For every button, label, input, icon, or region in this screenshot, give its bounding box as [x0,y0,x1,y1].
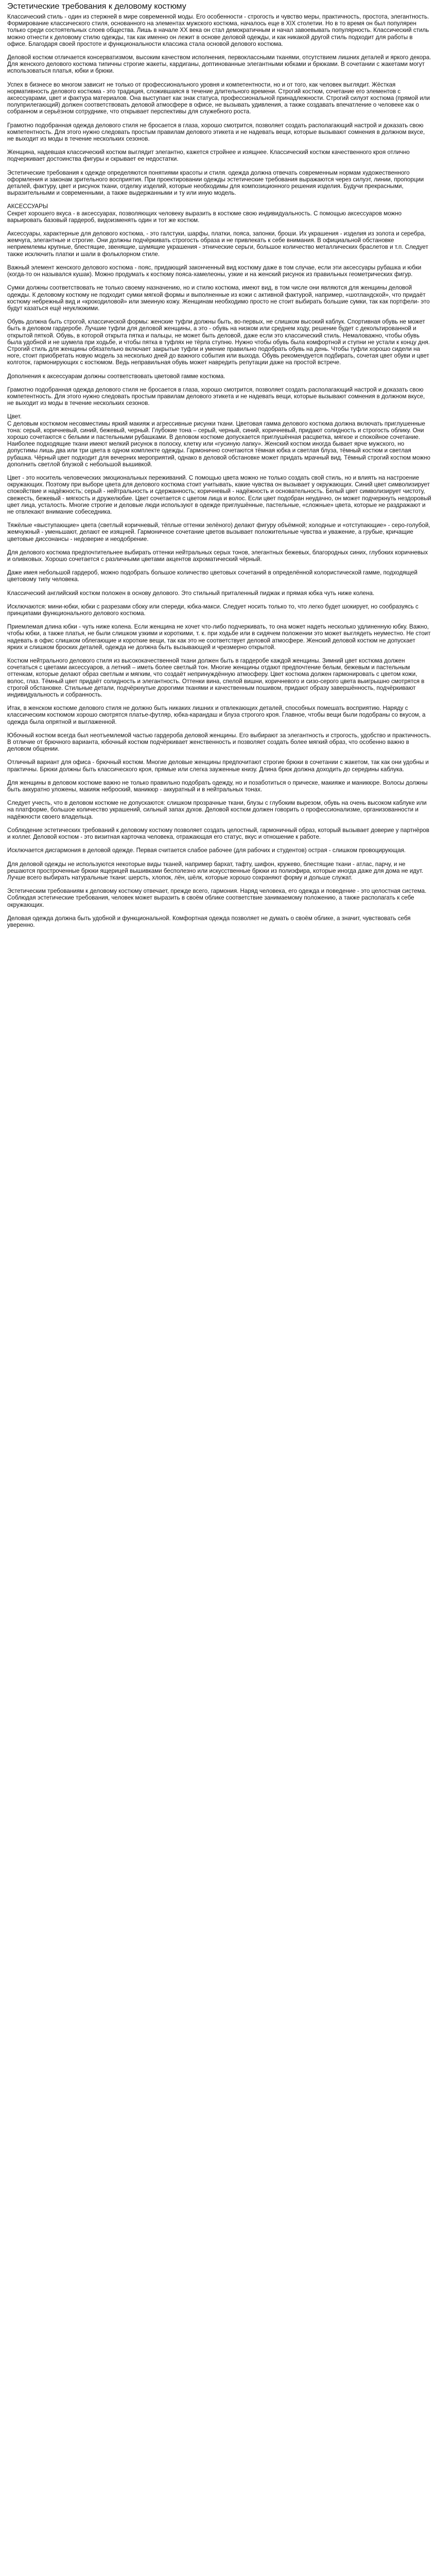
document-page [0,0,436,928]
body-paragraph: Костюм нейтрального делового стиля из высококачественной ткани должен быть в гардеробе каждой женщины. Зимний цвет костюма должен сочетаться с цветами аксессуаров, а летний – иметь более светлый тон. Многие женщины отдают предпочтение белым, бежевым и пастельным оттенкам, которые делают образ светлым и мягким, что создаёт непринуждённую атмосферу. Цвет костюма должен гармонировать с цветом кожи, волос, глаз. Тёмный цвет придаёт солидность и элегантность. Оттенки вина, спелой вишни, коричневого и сизо-серого цвета выигрышно смотрятся в строгой обстановке. Стильные детали, подчёркнутые дорогими тканями и качественным пошивом, придают образу завершённость, подчёркивают индивидуальность и собранность. [7,657,425,699]
body-paragraph: Секрет хорошего вкуса - в аксессуарах, позволяющих человеку выразить в костюме свою индивидуальность. С помощью аксессуаров можно варьировать базовый гардероб, видоизменять один и тот же костюм. [7,210,402,224]
body-paragraph: Эстетическим требованиям к деловому костюму отвечает, прежде всего, гармония. Наряд человека, его одежда и поведение - это целостная система. Соблюдая эстетические требования, человек может выразить в своём облике соответствие занимаемому положению, а также располагать к себе окружающих. [7,888,427,908]
body-paragraph: Грамотно подобранная одежда делового стиля не бросается в глаза, хорошо смотрится, позволяет создать располагающий настрой и доказать свою компетентность. Для этого нужно следовать простым правилам делового этикета и не надевать вещи, которые вызывают сомнения в должном вкусе, не выходит из моды в течение нескольких сезонов. [7,386,425,407]
body-paragraph: Исключаются: мини-юбки, юбки с разрезами сбоку или спереди, юбка-макси. Следует носить только то, что легко будет шокирует, но сообразуясь с принципами функционального делового костюма. [7,603,418,617]
body-paragraph: Аксессуары, характерные для делового костюма, - это галстуки, шарфы, платки, пояса, запонки, броши. Их украшения - изделия из золота и серебра, жемчуга, элегантные и строгие. Они должны подчёркивать строгость образа и не привлекать к себе внимания. В официальной обстановке неприемлемы крупные, блестящие, звенящие, шумящие украшения - этнические серьги, большое количество металлических браслетов и т.п. Следует также исключить платки и шали в фольклорном стиле. [7,230,428,258]
document-body [7,13,432,928]
body-paragraph: Важный элемент женского делового костюма - пояс, придающий законченный вид костюму даже в том случае, если эти аксессуары рубашка и юбки (когда-то он назывался кушак). Можно продумать к костюму пояса-хамелеоны, узкие и на женский рисунок из правильных геометрических фигур. [7,264,422,278]
body-paragraph: Итак, в женском костюме делового стиля не должно быть никаких лишних и отвлекающих деталей, способных помешать восприятию. Наряду с классическим костюмом хорошо смотрятся платье-футляр, юбка-карандаш и блуза строгого кроя. Главное, чтобы вещи были подобраны со вкусом, а одежда была опрятной и выглаженной. [7,705,426,725]
body-paragraph: С деловым костюмом несовместимы яркий макияж и агрессивные рисунки ткани. Цветовая гамма делового костюма должна включать приглушенные тона: серый, коричневый, синий, бежевый, черный. Глубокие тона – серый, черный, синий, коричневый, придают солидность и строгость облику. Они хорошо сочетаются с белыми и пастельными рубашками. В деловом костюме допускается приглушённая расцветка, мягкое и спокойное сочетание. Наиболее подходящие ткани имеют мелкий рисунок в полоску, клетку или «гусиную лапку». Женский костюм иногда бывает ярче мужского, но допустимы лишь два или три цвета в одном комплекте одежды. Гармонично сочетаются тёмная юбка и светлая блуза, тёмный костюм и светлая рубашка. Чёрный цвет подходит для вечерних мероприятий, однако в деловой обстановке может придать мрачный вид. Тёмный строгий костюм можно дополнить светлой блузкой с небольшой вышивкой. [7,420,430,468]
body-paragraph: Дополнения к аксессуарам должны соответствовать цветовой гамме костюма. [7,372,225,380]
body-paragraph: Обувь должна быть строгой, классической формы: женские туфли должны быть, во-первых, не слишком высокий каблук. Спортивная обувь не может быть в деловом гардеробе. Лучшие туфли для деловой женщины, а это - обувь на низком или среднем ходу, решение будет с декольтированной и открытой пяткой. Обувь, в которой открыта пятка и пальцы, не может быть деловой, даже если это классический стиль. Немаловажно, чтобы обувь была удобной и не шумела при ходьбе, и чтобы пятка в туфлях не тёрла ступню. Нужно чтобы обувь была комфортной и ступни не устали к концу дня. Строгий стиль для женщины обязательно включает закрытые туфли и умение правильно подобрать обувь на день. Чтобы туфли хорошо сидели на ноге, стоит приобретать новую модель за несколько дней до важного события или выхода. Обувь рекомендуется подбирать, сочетая цвет обуви и цвет колготок, гармонирующих с костюмом. Ведь неправильная обувь может навредить репутации даже на простой встрече. [7,318,430,366]
body-paragraph: Успех в бизнесе во многом зависит не только от профессионального уровня и компетентности, но и от того, как человек выглядит. Жёсткая нормативность делового костюма - это традиция, сложившаяся в течение длительного времени. Строгий костюм, сочетание его элементов с аксессуарами, цвет и фактура материалов. Она выступает как знак статуса, профессиональной принадлежности. Строгий силуэт костюма (прямой или полуприлегающий) должен соответствовать деловой атмосфере в офисе, не вызывать удивления, а также создавать впечатление о человеке как о собранном и серьёзном сотруднике, что открывает перспективы для служебного роста. [7,81,430,115]
body-paragraph: Цвет - это носитель человеческих эмоциональных переживаний. С помощью цвета можно не только создать свой стиль, но и влиять на настроение окружающих. Поэтому при выборе цвета для делового костюма стоит учитывать, какие чувства он вызывает у окружающих. Синий цвет символизирует спокойствие и надёжность; серый - нейтральность и сдержанность; коричневый - надёжность и основательность. Белый цвет символизирует чистоту, свежесть, бежевый - мягкость и дружелюбие. Цвет сочетается с цветом лица и волос. Если цвет подобран неудачно, он может подчеркнуть нездоровый цвет лица, усталость. Многие строгие и деловые люди используют в одежде приглушённые, пастельные, «сложные» цвета, которые не раздражают и не отвлекают внимание собеседника. [7,474,431,515]
body-paragraph: Приемлемая длина юбки - чуть ниже колена. Если женщина не хочет что-либо подчеркивать, то она может надеть несколько удлиненную юбку. Важно, чтобы юбки, а также платья, не были слишком узкими и короткими, т. к. при ходьбе или в сидячем положении это может выглядеть неуместно. Не стоит надевать в офис слишком облегающие и короткие вещи, так как это не соответствует деловой атмосфере. Женский деловой костюм не допускает ярких и слишком броских деталей, одежда не должна быть вызывающей и чрезмерно открытой. [7,623,431,651]
body-paragraph: Сумки должны соответствовать не только своему назначению, но и стилю костюма, имеют вид, в том числе они являются для женщины деловой одежды. К деловому костюму не подходит сумки мягкой формы и выполненные из кожи с активной фактурой, например, «шотландской», что придаёт костюму небрежный вид и «крокодиловой» или змеиную кожу. Женщинам необходимо просто не стоит выбирать большие сумки, так как портфели- это будут казаться ещё неуклюжими. [7,284,430,312]
body-paragraph: Исключается дисгармония в деловой одежде. Первая считается слабое рабочее (для рабочих и студентов) острая - слишком провоцирующая. [7,847,406,854]
section-heading: Цвет. [7,413,22,420]
body-paragraph: Тяжёлые «выступающие» цвета (светлый коричневый, тёплые оттенки зелёного) делают фигуру объёмной; холодные и «отступающие» - серо-голубой, жемчужный - уменьшают, делают ее изящней. Гармоничное сочетание цветов вызывает положительные чувства и уважение, а грубые, кричащие цветовые диссонансы - недоверие и неодобрение. [7,522,430,543]
body-paragraph: Женщина, надевшая классический костюм выглядит элегантно, кажется стройнее и изящнее. Классический костюм качественного кроя отлично подчеркивает достоинства фигуры и скрывает ее недостатки. [7,149,410,163]
body-paragraph: Для женщины в деловом костюме важно не только правильно подобрать одежду, но и позаботиться о прическе, макияже и маникюре. Волосы должны быть аккуратно уложены, макияж неброский, маникюр - аккуратный и в нейтральных тонах. [7,779,428,793]
body-paragraph: Грамотно подобранная одежда делового стиля не бросается в глаза, хорошо смотрится, позволяет создать располагающий настрой и доказать свою компетентность. Для этого нужно следовать простым правилам делового этикета и не надевать вещи, которые вызывают сомнения в должном вкусе, не выходит из моды в течение нескольких сезонов. [7,122,425,143]
body-paragraph: Соблюдение эстетических требований к деловому костюму позволяет создать целостный, гармоничный образ, который вызывает доверие у партнёров и коллег. Деловой костюм - это визитная карточка человека, отражающая его статус, вкус и отношение к работе. [7,826,429,841]
body-paragraph: Для делового костюма предпочтительнее выбирать оттенки нейтральных серых тонов, элегантных бежевых, благородных синих, глубоких коричневых и оливковых. Хорошо сочетается с различными цветами акцентов ахроматический чёрный. [7,549,428,563]
body-paragraph: Эстетические требования к одежде определяются понятиями красоты и стиля. одежда должна отвечать современным нормам художественного оформления и законам зрительного восприятия. При проектировании одежды эстетические требования выражаются через силуэт, линии, пропорции деталей, фактуру, цвет и рисунок ткани, отделку изделий, которые необходимы для композиционного решения изделия. Будучи прекрасными, выразительными и современными, а также выдержанными и ту или иную модель. [7,169,424,197]
body-paragraph: Для деловой одежды не используются некоторые виды тканей, например бархат, тафту, шифон, кружево, блестящие ткани - атлас, парчу, и не решаются простроченные брюки ящерицей вышивками бесполезно или искусственные брюки из полиэфира, которые иногда даже для дома не идут. Лучше всего выбирать натуральные ткани: шерсть, хлопок, лён, шёлк, которые хорошо сохраняют форму и дольше служат. [7,860,424,881]
body-paragraph: Даже имея небольшой гардероб, можно подобрать большое количество цветовых сочетаний в определённой колористической гамме, подходящей цветовому типу человека. [7,569,417,583]
section-heading: АКСЕССУАРЫ [7,203,48,210]
document-title: Эстетические требования к деловому костюму [7,2,186,11]
body-paragraph: Следует учесть, что в деловом костюме не допускаются: слишком прозрачные ткани, блузы с глубоким вырезом, обувь на очень высоком каблуке или на платформе, большое количество украшений, сильный запах духов. Деловой костюм должен говорить о профессионализме, организованности и надёжности своего владельца. [7,800,427,820]
body-paragraph: Отличный вариант для офиса - брючный костюм. Многие деловые женщины предпочитают строгие брюки в сочетании с жакетом, так как они удобны и практичны. Брюки должны быть классического кроя, прямые или слегка зауженные книзу. Длина брюк должна доходить до середины каблука. [7,759,429,773]
body-paragraph: Классический стиль - один из стержней в мире современной моды. Его особенности - строгость и чувство меры, практичность, простота, элегантность. Формирование классического стиля, основанного на элементах мужского костюма, началось еще в XIX столетии. Но в то время он был популярен только среди состоятельных слоев общества. Лишь в начале XX века он стал демократичным и начал завоевывать популярность. Классический стиль можно отнести к деловому стилю одежды, так как именно он лежит в основе деловой одежды, и как никакой другой стиль подходит для работы в офисе. Благодаря своей простоте и функциональности классика стала основой делового костюма. [7,13,429,47]
body-paragraph: Классический английский костюм положен в основу делового. Это стильный приталенный пиджак и прямая юбка чуть ниже колена. [7,589,375,597]
body-paragraph: Юбочный костюм всегда был неотъемлемой частью гардероба деловой женщины. Его выбирают за элегантность и строгость, удобство и практичность. В отличие от брючного варианта, юбочный костюм подчёркивает женственность и позволяет создать более мягкий образ, что особенно важно в деловом общении. [7,732,431,753]
body-paragraph: Деловая одежда должна быть удобной и функциональной. Комфортная одежда позволяет не думать о своём облике, а значит, чувствовать себя уверенно. [7,914,411,928]
body-paragraph: Деловой костюм отличается консерватизмом, высоким качеством исполнения, первоклассными тканями, отсутствием лишних деталей и яркого декора. Для женского делового костюма типичны строгие жакеты, кардиганы, доптинованные элегантными юбками и брюками. В сочетании с жакетами могут использоваться платья, юбки и брюки. [7,54,431,75]
